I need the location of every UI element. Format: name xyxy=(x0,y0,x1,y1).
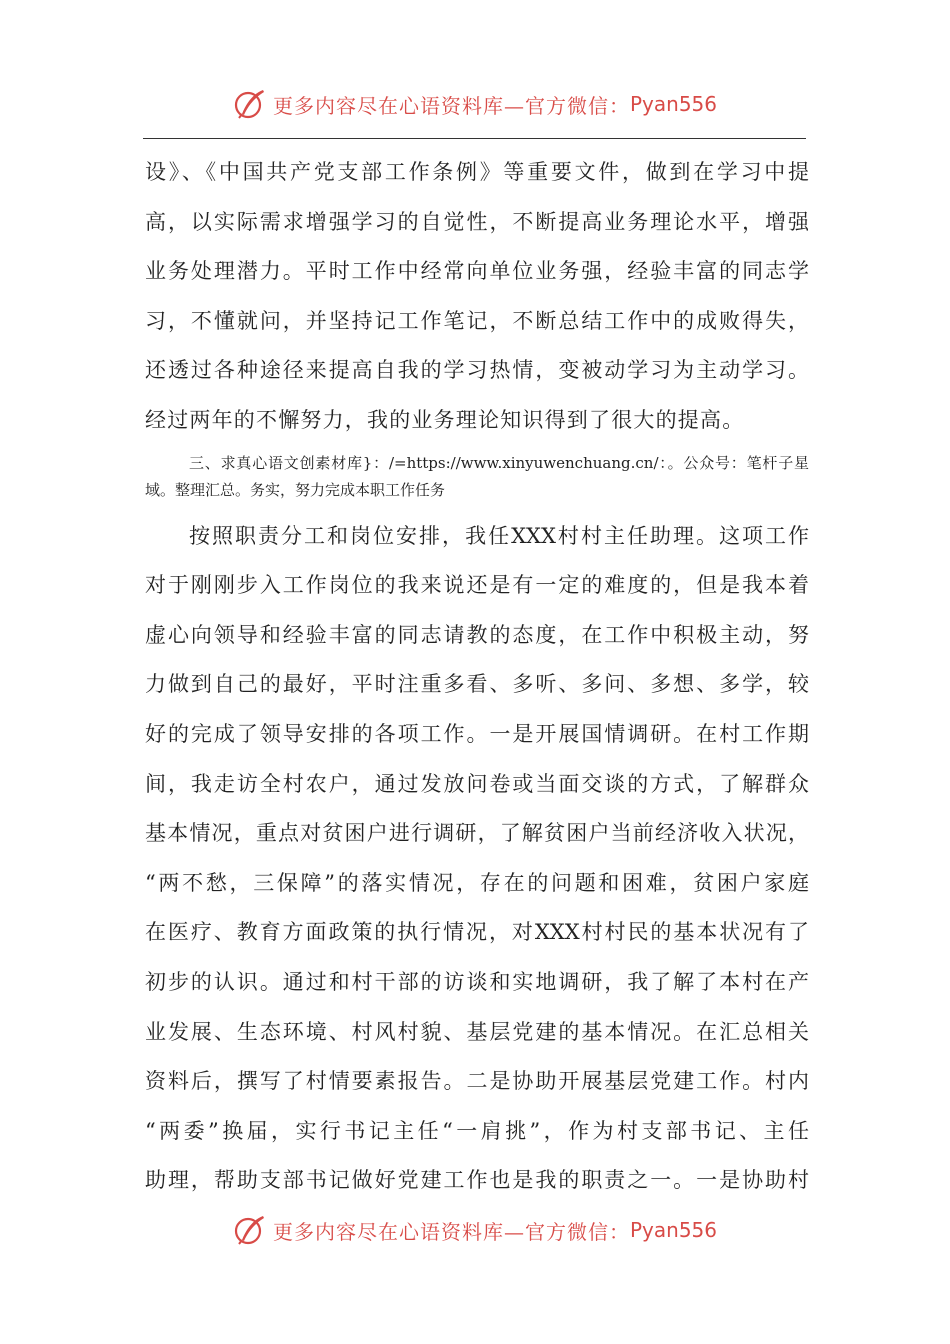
footer-banner-text: 更多内容尽在心语资料库—官方微信： xyxy=(272,1219,630,1244)
text-line: 在医疗、教育方面政策的执行情况，对XXX村村民的基本状况有了 xyxy=(145,920,809,945)
text-line: 助理，帮助支部书记做好党建工作也是我的职责之一。一是协助村 xyxy=(145,1168,809,1193)
text-line: 力做到自己的最好，平时注重多看、多听、多问、多想、多学，较 xyxy=(145,672,809,697)
footer-banner xyxy=(0,1208,950,1252)
text-line: 对于刚刚步入工作岗位的我来说还是有一定的难度的，但是我本着 xyxy=(145,573,809,598)
footer-banner-handle: Pyan556 xyxy=(629,1218,717,1242)
text-line: 还透过各种途径来提高自我的学习热情，变被动学习为主动学习。 xyxy=(145,358,809,383)
section-heading xyxy=(145,450,809,504)
text-line: 好的完成了领导安排的各项工作。一是开展国情调研。在村工作期 xyxy=(145,721,809,746)
text-line: 设》、《中国共产党支部工作条例》等重要文件，做到在学习中提 xyxy=(145,160,809,184)
section-heading-line: 三、求真心语文创素材库}：/=https://www.xinyuwenchuang.cn/：。公众号：笔杆子星 xyxy=(189,453,809,472)
text-line: 业务处理潜力。平时工作中经常向单位业务强，经验丰富的同志学 xyxy=(145,259,809,284)
text-line: 习，不懂就问，并坚持记工作笔记，不断总结工作中的成败得失， xyxy=(145,308,809,333)
paragraph-1 xyxy=(145,148,809,446)
text-line: 经过两年的不懈努力，我的业务理论知识得到了很大的提高。 xyxy=(145,407,745,432)
text-line: “两委”换届，实行书记主任“一肩挑”，作为村支部书记、主任 xyxy=(145,1118,809,1143)
text-line: 虚心向领导和经验丰富的同志请教的态度，在工作中积极主动，努 xyxy=(145,622,809,647)
document-body xyxy=(145,148,809,1206)
quill-logo-icon xyxy=(233,1213,267,1247)
text-line: 高，以实际需求增强学习的自觉性，不断提高业务理论水平，增强 xyxy=(145,209,809,234)
text-line: 间，我走访全村农户，通过发放问卷或当面交谈的方式，了解群众 xyxy=(145,771,809,796)
header-divider xyxy=(143,138,806,139)
section-heading-line: 域。整理汇总。务实，努力完成本职工作任务 xyxy=(145,480,446,499)
header-banner-handle: Pyan556 xyxy=(629,92,717,116)
quill-logo-icon xyxy=(233,87,267,121)
header-banner xyxy=(0,82,950,126)
text-line: 业发展、生态环境、村风村貌、基层党建的基本情况。在汇总相关 xyxy=(145,1019,809,1044)
paragraph-2 xyxy=(145,512,809,1206)
header-banner-text: 更多内容尽在心语资料库—官方微信： xyxy=(272,93,630,118)
text-line: “两不愁，三保障”的落实情况，存在的问题和困难，贫困户家庭 xyxy=(145,870,809,895)
text-line: 初步的认识。通过和村干部的访谈和实地调研，我了解了本村在产 xyxy=(145,969,809,994)
text-line: 资料后，撰写了村情要素报告。二是协助开展基层党建工作。村内 xyxy=(145,1069,809,1094)
text-line: 按照职责分工和岗位安排，我任XXX村村主任助理。这项工作 xyxy=(189,523,809,548)
text-line: 基本情况，重点对贫困户进行调研，了解贫困户当前经济收入状况， xyxy=(145,821,809,846)
